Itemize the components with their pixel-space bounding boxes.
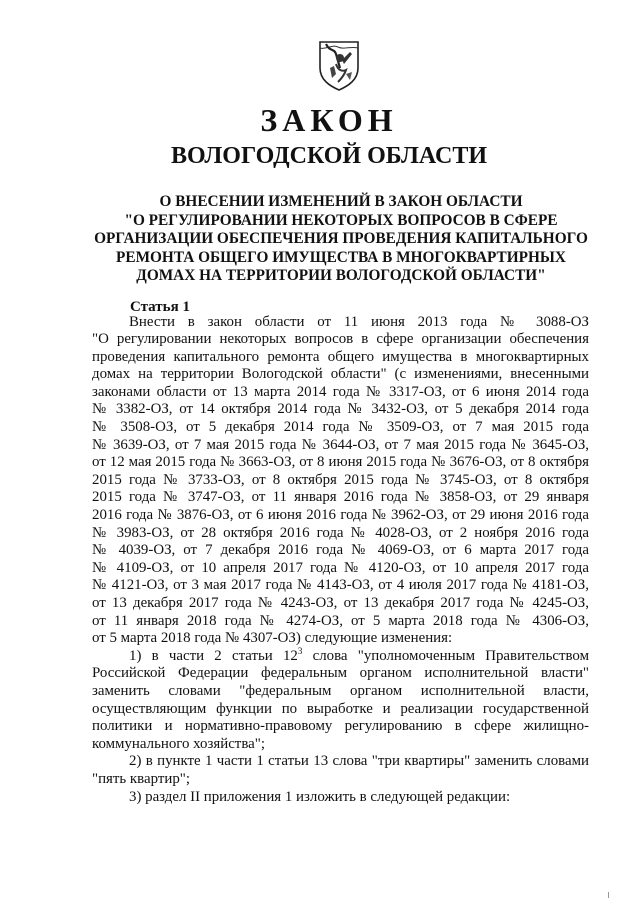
coat-of-arms-icon xyxy=(316,38,362,92)
body-line: коммунального хозяйства"; xyxy=(92,735,265,752)
item-1-start: 1) в части 2 статьи 12 xyxy=(129,647,298,664)
article-label: Статья 1 xyxy=(130,299,190,315)
law-heading xyxy=(90,193,592,286)
body-line: от 11 января 2018 года № 4274-ОЗ, от 5 марта 2018 года № 4306-ОЗ, xyxy=(92,612,589,629)
heading-line: ДОМАХ НА ТЕРРИТОРИИ ВОЛОГОДСКОЙ ОБЛАСТИ" xyxy=(136,267,546,284)
item-1-rest: слова "уполномоченным Правительством xyxy=(302,647,590,664)
body-line: № 3983-ОЗ, от 28 октября 2016 года № 4028-ОЗ, от 2 ноября 2016 года xyxy=(92,524,589,541)
region-title: ВОЛОГОДСКОЙ ОБЛАСТИ xyxy=(170,143,488,169)
heading-line: РЕМОНТА ОБЩЕГО ИМУЩЕСТВА В МНОГОКВАРТИРНЫХ xyxy=(116,248,566,266)
body-line: 2) в пункте 1 части 1 статьи 13 слова "три квартиры" заменить словами xyxy=(129,753,589,770)
body-line: Российской Федерации федеральным органом исполнительной власти" xyxy=(92,665,589,682)
law-title: ЗАКОН xyxy=(260,102,398,138)
body-line: от 13 декабря 2017 года № 4243-ОЗ, от 13 декабря 2017 года № 4245-ОЗ, xyxy=(92,595,589,611)
body-line: заменить словами "федеральным органом исполнительной власти, xyxy=(92,682,589,699)
body-line: законами области от 13 марта 2014 года № 3317-ОЗ, от 6 июня 2014 года xyxy=(92,383,589,400)
body-line: от 5 марта 2018 года № 4307-ОЗ) следующие изменения: xyxy=(92,630,453,647)
body-line: 2015 года № 3733-ОЗ, от 8 октября 2015 года № 3745-ОЗ, от 8 октября xyxy=(92,471,589,488)
body-line: 3) раздел II приложения 1 изложить в следующей редакции: xyxy=(129,788,511,805)
body-line: Внести в закон области от 11 июня 2013 года № 3088-ОЗ xyxy=(129,313,589,330)
item-1-superscript: 3 xyxy=(297,645,303,656)
body-line: домах на территории Вологодской области" (с изменениями, внесенными xyxy=(92,366,589,383)
scan-mark xyxy=(608,892,609,898)
body-line: осуществляющим функции по выработке и реализации государственной xyxy=(92,700,589,717)
body-line: от 12 мая 2015 года № 3663-ОЗ, от 8 июня 2015 года № 3676-ОЗ, от 8 октября xyxy=(92,454,589,471)
body-line: проведения капитального ремонта общего имущества в многоквартирных xyxy=(92,348,589,365)
body-line: № 4109-ОЗ, от 10 апреля 2017 года № 4120-ОЗ, от 10 апреля 2017 года xyxy=(92,559,589,576)
body-line: 2015 года № 3747-ОЗ, от 11 января 2016 года № 3858-ОЗ, от 29 января xyxy=(92,489,589,506)
item-1-first-line xyxy=(92,645,590,666)
body-line: № 3508-ОЗ, от 5 декабря 2014 года № 3509-ОЗ, от 7 мая 2015 года xyxy=(92,419,589,436)
body-line: "О регулировании некоторых вопросов в сфере организации обеспечения xyxy=(92,331,589,348)
article-body xyxy=(92,314,589,807)
body-line: № 3382-ОЗ, от 14 октября 2014 года № 3432-ОЗ, от 5 декабря 2014 года xyxy=(92,401,589,418)
body-line: № 3639-ОЗ, от 7 мая 2015 года № 3644-ОЗ, от 7 мая 2015 года № 3645-ОЗ, xyxy=(92,436,589,453)
body-line: № 4121-ОЗ, от 3 мая 2017 года № 4143-ОЗ, от 4 июля 2017 года № 4181-ОЗ, xyxy=(92,577,589,594)
body-line: "пять квартир"; xyxy=(92,770,190,787)
heading-line: ОРГАНИЗАЦИИ ОБЕСПЕЧЕНИЯ ПРОВЕДЕНИЯ КАПИТАЛЬНОГО xyxy=(94,230,588,247)
body-line: 2016 года № 3876-ОЗ, от 6 июня 2016 года № 3962-ОЗ, от 29 июня 2016 года xyxy=(92,507,589,524)
heading-line: "О РЕГУЛИРОВАНИИ НЕКОТОРЫХ ВОПРОСОВ В СФЕРЕ xyxy=(124,211,558,229)
body-line: № 4039-ОЗ, от 7 декабря 2016 года № 4069-ОЗ, от 6 марта 2017 года xyxy=(92,542,589,559)
heading-line: О ВНЕСЕНИИ ИЗМЕНЕНИЙ В ЗАКОН ОБЛАСТИ xyxy=(159,193,523,210)
body-line: политики и нормативно-правовому регулированию в сфере жилищно- xyxy=(92,718,589,735)
